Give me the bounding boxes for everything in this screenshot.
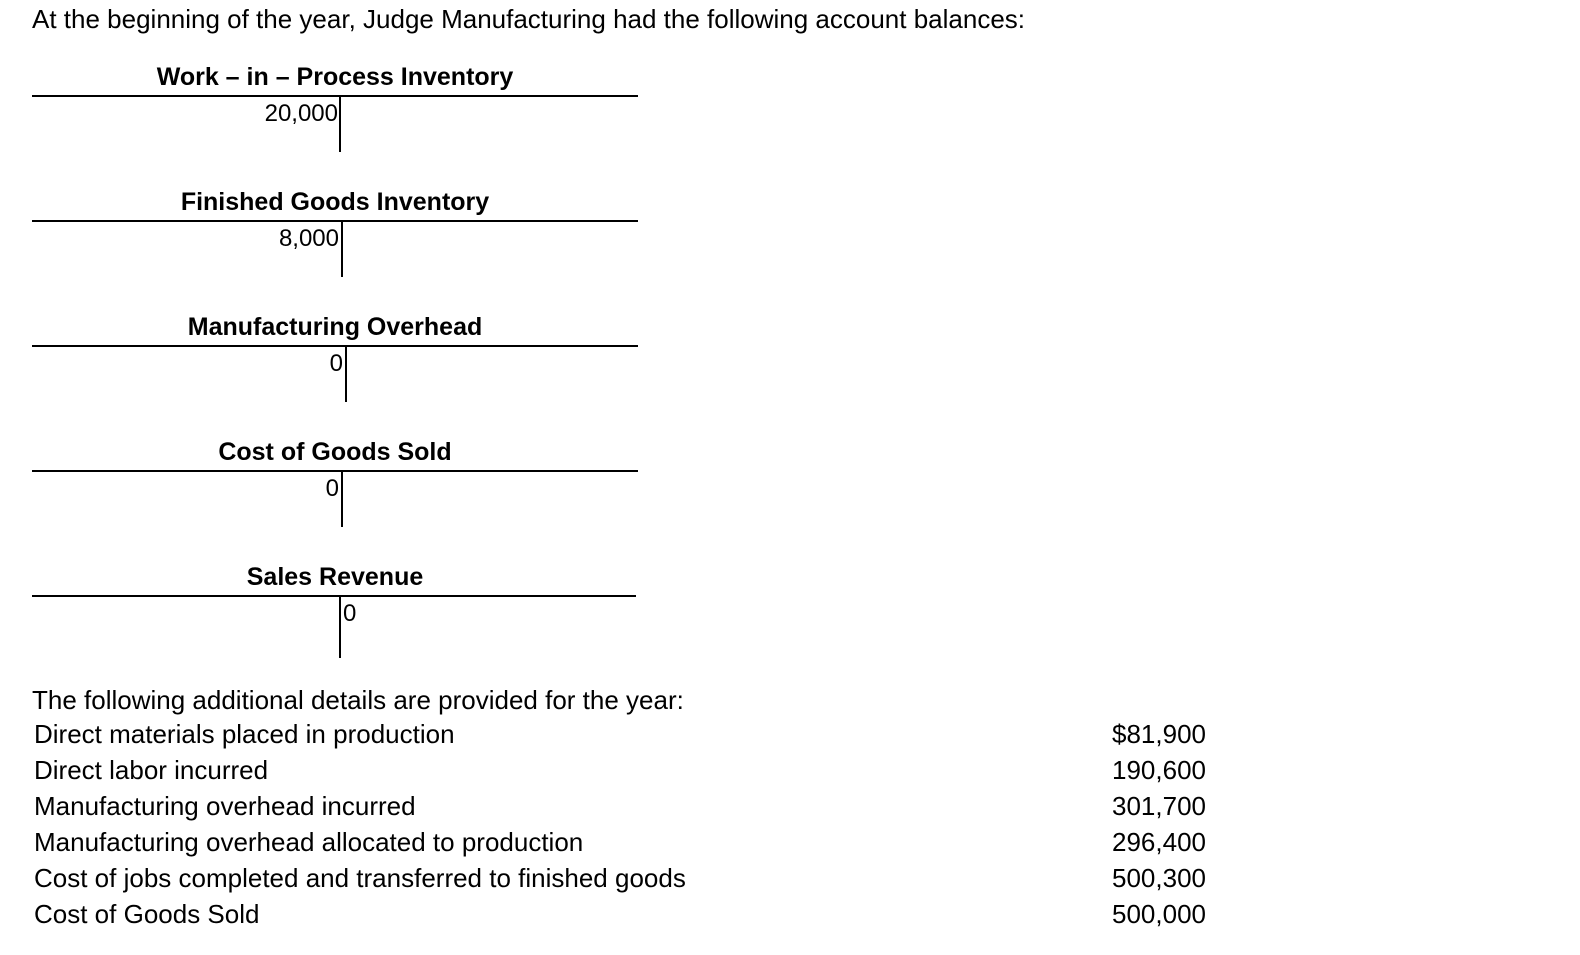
t-account-horizontal-rule xyxy=(32,470,638,472)
t-account-vertical-rule xyxy=(339,596,341,658)
t-account-title: Finished Goods Inventory xyxy=(180,188,490,216)
t-account-title: Manufacturing Overhead xyxy=(187,313,483,341)
details-intro: The following additional details are provided for the year: xyxy=(32,685,684,715)
detail-row xyxy=(34,754,1214,790)
detail-label: Cost of jobs completed and transferred to finished goods xyxy=(34,863,686,893)
t-account-horizontal-rule xyxy=(32,595,636,597)
detail-label: Direct labor incurred xyxy=(34,755,269,785)
t-account-vertical-rule xyxy=(345,346,347,402)
detail-value: 296,400 xyxy=(1112,827,1206,857)
t-account-vertical-rule xyxy=(341,221,343,277)
t-account-manufacturing-overhead xyxy=(32,312,638,422)
detail-label: Manufacturing overhead incurred xyxy=(34,791,416,821)
t-account-debit-balance: 8,000 xyxy=(278,225,339,252)
t-account-vertical-rule xyxy=(341,471,343,527)
detail-value: $81,900 xyxy=(1112,719,1206,749)
detail-value: 190,600 xyxy=(1112,755,1206,785)
t-account-title: Work – in – Process Inventory xyxy=(156,63,514,91)
detail-value: 301,700 xyxy=(1112,791,1206,821)
detail-label: Manufacturing overhead allocated to production xyxy=(34,827,584,857)
detail-row xyxy=(34,826,1214,862)
t-account-sales-revenue xyxy=(32,562,638,672)
t-account-debit-balance: 0 xyxy=(329,350,343,377)
detail-row xyxy=(34,898,1214,934)
detail-value: 500,300 xyxy=(1112,863,1206,893)
t-account-debit-balance: 20,000 xyxy=(264,100,338,127)
detail-value: 500,000 xyxy=(1112,899,1206,929)
t-account-horizontal-rule xyxy=(32,95,638,97)
t-account-title: Cost of Goods Sold xyxy=(218,438,452,466)
detail-row xyxy=(34,790,1214,826)
t-account-finished-goods xyxy=(32,187,638,297)
intro-text: At the beginning of the year, Judge Manufacturing had the following account balances: xyxy=(32,4,1026,34)
t-account-credit-balance: 0 xyxy=(343,600,357,627)
t-account-horizontal-rule xyxy=(32,345,638,347)
t-account-title: Sales Revenue xyxy=(246,563,424,591)
detail-label: Direct materials placed in production xyxy=(34,719,455,749)
t-account-wip xyxy=(32,62,638,172)
detail-row xyxy=(34,862,1214,898)
t-account-vertical-rule xyxy=(339,96,341,152)
t-account-debit-balance: 0 xyxy=(325,475,339,502)
detail-label: Cost of Goods Sold xyxy=(34,899,260,929)
t-account-cost-of-goods-sold xyxy=(32,437,638,547)
t-account-horizontal-rule xyxy=(32,220,638,222)
detail-row xyxy=(34,718,1214,754)
